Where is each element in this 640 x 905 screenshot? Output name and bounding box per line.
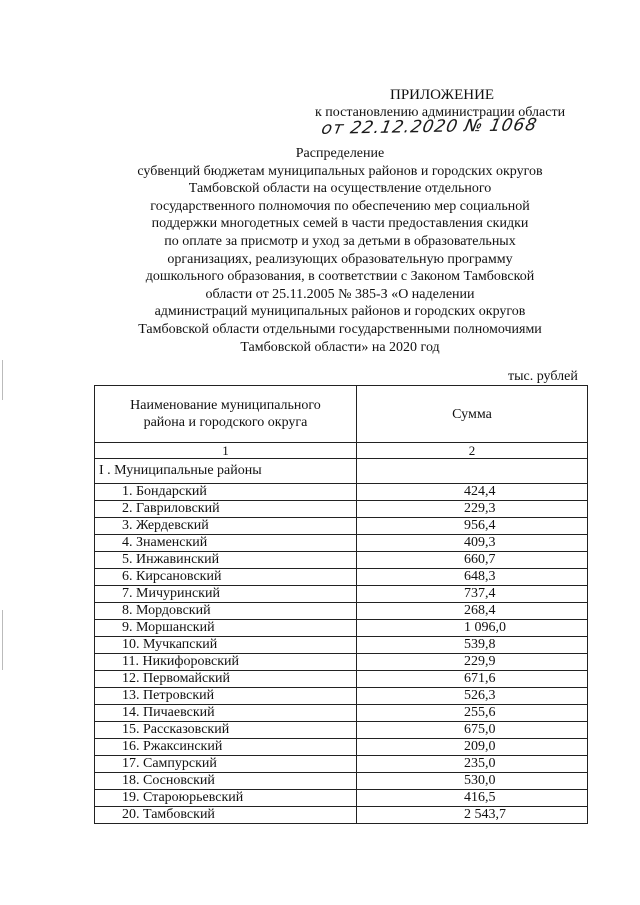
table-row — [95, 484, 588, 501]
column-number-row — [95, 443, 588, 459]
subsidy-amount: 268,4 — [357, 603, 588, 620]
subsidy-amount: 526,3 — [357, 688, 588, 705]
district-name: 5. Инжавинский — [95, 552, 357, 569]
table-row — [95, 654, 588, 671]
heading-line: Тамбовской области на осуществление отдельного — [188, 181, 492, 197]
table-row — [95, 569, 588, 586]
table-row — [95, 688, 588, 705]
heading-line: государственного полномочия по обеспечению мер социальной — [150, 198, 530, 214]
table-row — [95, 637, 588, 654]
table-row — [95, 501, 588, 518]
heading-line: организациях, реализующих образовательную программу — [167, 251, 513, 267]
subsidy-amount: 416,5 — [357, 790, 588, 807]
district-name: 9. Моршанский — [95, 620, 357, 637]
subsidy-amount: 675,0 — [357, 722, 588, 739]
heading-line: Тамбовской области» на 2020 год — [240, 339, 440, 355]
heading-line: Распределение — [295, 146, 385, 161]
subsidy-amount: 229,9 — [357, 654, 588, 671]
district-name: 12. Первомайский — [95, 671, 357, 688]
table-row — [95, 552, 588, 569]
subsidy-amount: 956,4 — [357, 518, 588, 535]
group-label: I . Муниципальные районы — [95, 459, 357, 484]
column-number-2: 2 — [357, 443, 588, 459]
table-row — [95, 586, 588, 603]
heading-line: области от 25.11.2005 № 385-З «О наделении — [205, 286, 475, 302]
subsidy-amount: 255,6 — [357, 705, 588, 722]
subsidy-amount: 424,4 — [357, 484, 588, 501]
column-header-name-line2: района и городского округа — [143, 415, 308, 430]
subsidy-table — [94, 385, 588, 824]
subsidy-amount: 209,0 — [357, 739, 588, 756]
district-name: 4. Знаменский — [95, 535, 357, 552]
group-value-empty — [357, 459, 588, 484]
table-row — [95, 535, 588, 552]
heading-line: дошкольного образования, в соответствии с Законом Тамбовской — [145, 269, 535, 285]
subsidy-amount: 229,3 — [357, 501, 588, 518]
appendix-subtitle: к постановлению администрации области — [315, 105, 566, 120]
column-header-sum: Сумма — [357, 386, 588, 443]
district-name: 14. Пичаевский — [95, 705, 357, 722]
district-name: 15. Рассказовский — [95, 722, 357, 739]
subsidy-amount: 2 543,7 — [357, 807, 588, 824]
district-name: 13. Петровский — [95, 688, 357, 705]
district-name: 20. Тамбовский — [95, 807, 357, 824]
district-name: 18. Сосновский — [95, 773, 357, 790]
district-name: 11. Никифоровский — [95, 654, 357, 671]
table-row — [95, 620, 588, 637]
subsidy-amount: 648,3 — [357, 569, 588, 586]
district-name: 10. Мучкапский — [95, 637, 357, 654]
district-name: 16. Ржаксинский — [95, 739, 357, 756]
district-name: 8. Мордовский — [95, 603, 357, 620]
district-name: 2. Гавриловский — [95, 501, 357, 518]
district-name: 6. Кирсановский — [95, 569, 357, 586]
district-name: 17. Сампурский — [95, 756, 357, 773]
table-row — [95, 722, 588, 739]
subsidy-amount: 737,4 — [357, 586, 588, 603]
district-name: 3. Жердевский — [95, 518, 357, 535]
heading-line: поддержки многодетных семей в части предоставления скидки — [151, 216, 529, 232]
group-row — [95, 459, 588, 484]
document-heading — [80, 145, 600, 356]
scan-edge-mark — [2, 610, 3, 670]
subsidy-amount: 660,7 — [357, 552, 588, 569]
heading-line: Тамбовской области отдельными государственными полномочиями — [138, 321, 542, 337]
subsidy-amount: 539,8 — [357, 637, 588, 654]
scan-edge-mark — [2, 360, 3, 400]
table-row — [95, 739, 588, 756]
table-header-row — [95, 386, 588, 443]
subsidy-amount: 409,3 — [357, 535, 588, 552]
subsidy-amount: 235,0 — [357, 756, 588, 773]
table-row — [95, 518, 588, 535]
table-row — [95, 705, 588, 722]
subsidy-amount: 671,6 — [357, 671, 588, 688]
table-row — [95, 773, 588, 790]
table-row — [95, 671, 588, 688]
district-name: 1. Бондарский — [95, 484, 357, 501]
column-header-name — [95, 386, 357, 443]
handwritten-date-number: от 22.12.2020 № 1068 — [319, 115, 540, 139]
table-row — [95, 807, 588, 824]
table-row — [95, 603, 588, 620]
district-name: 19. Староюрьевский — [95, 790, 357, 807]
heading-line: администраций муниципальных районов и городских округов — [154, 304, 526, 320]
column-number-1: 1 — [95, 443, 357, 459]
district-name: 7. Мичуринский — [95, 586, 357, 603]
table-row — [95, 756, 588, 773]
appendix-title: ПРИЛОЖЕНИЕ — [390, 87, 495, 103]
heading-line: субвенций бюджетам муниципальных районов и городских округов — [137, 163, 543, 179]
subsidy-amount: 530,0 — [357, 773, 588, 790]
subsidy-amount: 1 096,0 — [357, 620, 588, 637]
table-row — [95, 790, 588, 807]
column-header-name-line1: Наименование муниципального — [130, 398, 321, 413]
units-label: тыс. рублей — [508, 369, 578, 384]
heading-line: по оплате за присмотр и уход за детьми в образовательных — [164, 233, 516, 249]
